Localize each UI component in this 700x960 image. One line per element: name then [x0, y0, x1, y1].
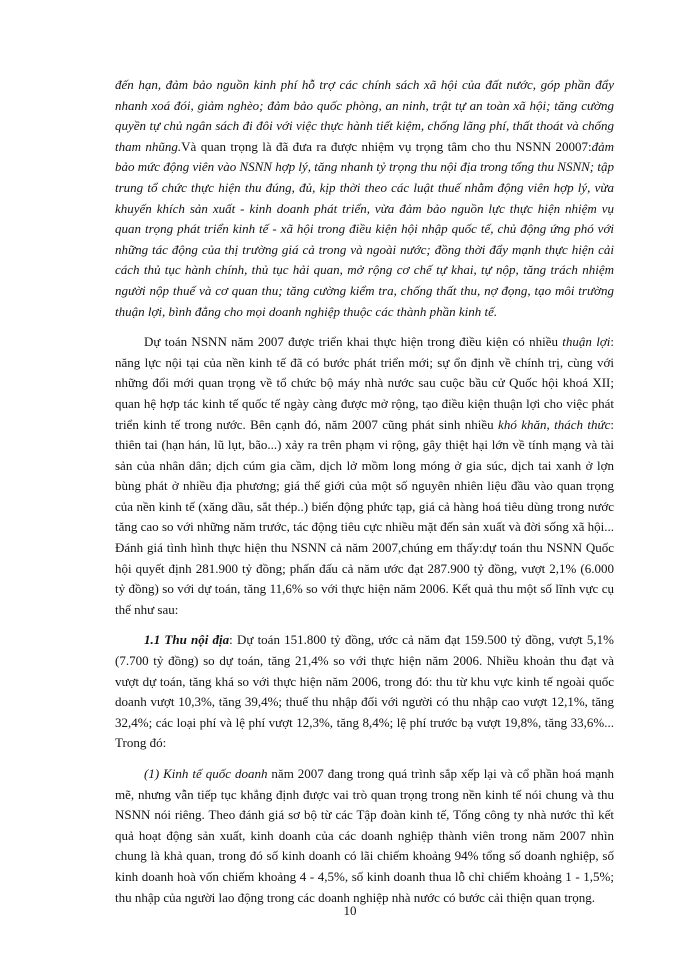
paragraph-budget-2007-part-e: : thiên tai (hạn hán, lũ lụt, bão...) xảy ra trên phạm vi rộng, gây thiệt hại lớn về tính mạng và tài sản của nhân dân; dịch cúm gia cầm, dịch lở mồm long móng ở gia súc, dịch tai xanh ở lợn bùng phát ở nhiều địa phương; giá thế giới của một số nguyên nhiên liệu đầu vào quan trọng của nền kinh tế (xăng dầu, sắt thép..) biến động phức tạp, giá cả hàng hoá tiêu dùng trong nước tăng cao so với những năm trước, tác động tiêu cực nhiều mặt đến sản xuất và đời sống xã hội... Đánh giá tình hình thực hiện thu NSNN cả năm 2007,chúng em thấy:dự toán thu NSNN Quốc hội quyết định 281.900 tỷ đồng; phấn đấu cả năm ước đạt 287.900 tỷ đồng, vượt 2,1% (6.000 tỷ đồng) so với dự toán, tăng 11,6% so với thực hiện năm 2006. Kết quả thu một số lĩnh vực cụ thể như sau: [115, 416, 614, 617]
section-heading-domestic-revenue: 1.1 Thu nội địa [144, 632, 230, 648]
page-number: 10 [343, 903, 357, 918]
paragraph-budget-2007-part-a: Dự toán NSNN năm 2007 được triển khai thực hiện trong điều kiện có nhiều [144, 334, 563, 350]
paragraph-policy-tasks-part-c: đảm bảo mức động viên vào NSNN hợp lý, tăng nhanh tỷ trọng thu nội địa trong tổng thu NSNN; tập trung tổ chức thực hiện thu đúng, đủ, kịp thời theo các luật thuế nhằm động viên hợp lý, vừa khuyến khích sản xuất - kinh doanh phát triển, vừa đảm bảo nguồn lực thực hiện nhiệm vụ quan trọng phát triển kinh tế - xã hội trong điều kiện hội nhập quốc tế, chủ động ứng phó với những tác động của thị trường giá cả trong và ngoài nước; đồng thời đẩy mạnh thực hiện cải cách thủ tục hành chính, thủ tục hải quan, mở rộng cơ chế tự khai, tự nộp, tăng trách nhiệm người nộp thuế và cơ quan thu; tăng cường kiểm tra, chống thất thu, nợ đọng, tạo môi trường thuận lợi, bình đẳng cho mọi doanh nghiệp thuộc các thành phần kinh tế. [115, 138, 614, 319]
paragraph-domestic-revenue-body: : Dự toán 151.800 tỷ đồng, ước cả năm đạt 159.500 tỷ đồng, vượt 5,1% (7.700 tỷ đồng) so dự toán, tăng 21,4% so với thực hiện năm 2006. Nhiều khoản thu đạt và vượt dự toán, tăng khá so với thực hiện năm 2006, trong đó: thu từ khu vực kinh tế ngoài quốc doanh vượt 10,3%, tăng 39,4%; thuế thu nhập đối với người có thu nhập cao vượt 12,1%, tăng 32,4%; các loại phí và lệ phí vượt 12,3%, tăng 8,4%; lệ phí trước bạ vượt 19,8%, tăng 33,6%... Trong đó: [115, 632, 614, 751]
paragraph-state-enterprises-body: năm 2007 đang trong quá trình sắp xếp lại và cổ phần hoá mạnh mẽ, nhưng vẫn tiếp tục khẳng định được vai trò quan trọng trong nền kinh tế nói chung và thu NSNN nói riêng. Theo đánh giá sơ bộ từ các Tập đoàn kinh tế, Tổng công ty nhà nước thì kết quả hoạt động sản xuất, kinh doanh của các doanh nghiệp thành viên trong năm 2007 nhìn chung là khả quan, trong đó số kinh doanh có lãi chiếm khoảng 94% tổng số doanh nghiệp, số kinh doanh hoà vốn chiếm khoảng 4 - 4,5%, số kinh doanh thua lỗ chỉ chiếm khoảng 1 - 1,5%; thu nhập của người lao động trong các doanh nghiệp nhà nước có bước cải thiện quan trọng. [115, 766, 614, 905]
paragraph-budget-2007-challenges: khó khăn, thách thức [498, 416, 611, 432]
paragraph-state-enterprises [115, 764, 614, 908]
paragraph-policy-tasks [115, 75, 614, 322]
paragraph-budget-2007-part-c: : năng lực nội tại của nền kinh tế đã có bước phát triển mới; sự ổn định về chính trị, cùng với những đổi mới quan trọng về tổ chức bộ máy nhà nước sau cuộc bầu cử Quốc hội khoá XII; quan hệ hợp tác kinh tế quốc tế ngày càng được mở rộng, tạo điều kiện thuận lợi cho việc phát triển kinh tế trong nước. Bên cạnh đó, năm 2007 cũng phát sinh nhiều [115, 334, 615, 432]
paragraph-budget-2007 [115, 332, 614, 620]
paragraph-budget-2007-advantages: thuận lợi [562, 334, 611, 350]
paragraph-policy-tasks-part-b: Và quan trọng là đã đưa ra được nhiệm vụ trọng tâm cho thu NSNN 20007: [181, 138, 592, 154]
paragraph-policy-tasks-part-a: đến hạn, đảm bảo nguồn kinh phí hỗ trợ các chính sách xã hội của đất nước, góp phần đẩy nhanh xoá đói, giảm nghèo; đảm bảo quốc phòng, an ninh, trật tự an toàn xã hội; tăng cường quyền tự chủ ngân sách đi đôi với việc thực hành tiết kiệm, chống lãng phí, thất thoát và chống tham nhũng. [115, 77, 614, 154]
subheading-state-enterprises: (1) Kinh tế quốc doanh [144, 766, 268, 781]
paragraph-domestic-revenue [115, 630, 614, 754]
